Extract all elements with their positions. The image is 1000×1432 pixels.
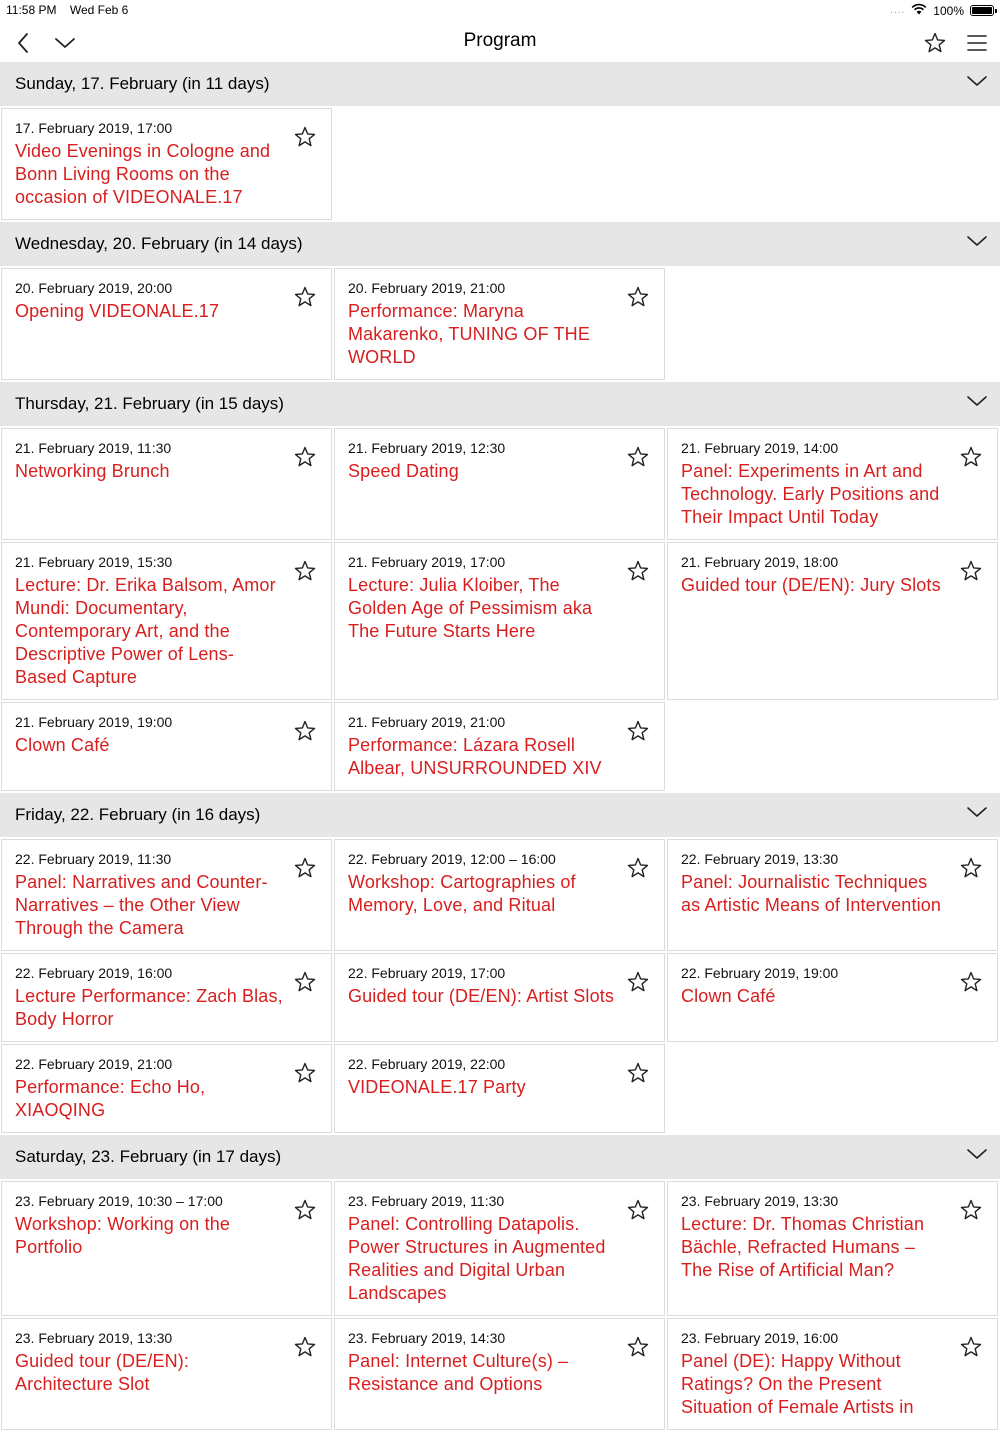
event-card[interactable] <box>1 1318 332 1430</box>
event-card[interactable] <box>334 953 665 1042</box>
event-title-link[interactable]: Speed Dating <box>348 461 459 481</box>
event-title-link[interactable]: Lecture: Dr. Erika Balsom, Amor Mundi: Documentary, Contemporary Art, and the Descriptive Power of Lens-Based Capture <box>15 575 276 687</box>
day-section <box>0 382 1000 793</box>
event-title-link[interactable]: Panel: Narratives and Counter-Narratives – the Other View Through the Camera <box>15 872 268 938</box>
event-title-link[interactable]: Guided tour (DE/EN): Artist Slots <box>348 986 615 1006</box>
event-title-link[interactable]: Panel: Journalistic Techniques as Artistic Means of Intervention <box>681 872 942 915</box>
event-title-link[interactable]: VIDEONALE.17 Party <box>348 1077 526 1097</box>
star-outline-icon[interactable] <box>293 445 317 469</box>
event-card[interactable] <box>1 953 332 1042</box>
event-date: 21. February 2019, 21:00 <box>348 714 506 730</box>
star-outline-icon[interactable] <box>626 285 650 309</box>
event-card[interactable] <box>334 702 665 791</box>
wifi-icon <box>911 3 927 18</box>
event-title-link[interactable]: Panel (DE): Happy Without Ratings? On the Present Situation of Female Artists in <box>681 1351 914 1417</box>
event-card[interactable] <box>1 702 332 791</box>
star-outline-icon[interactable] <box>293 1061 317 1085</box>
star-outline-icon[interactable] <box>293 559 317 583</box>
event-title-link[interactable]: Performance: Lázara Rosell Albear, UNSURROUNDED XIV <box>348 735 602 778</box>
event-date: 21. February 2019, 18:00 <box>681 554 839 570</box>
event-card[interactable] <box>334 1044 665 1133</box>
event-title-link[interactable]: Lecture: Dr. Thomas Christian Bächle, Refracted Humans – The Rise of Artificial Man? <box>681 1214 925 1280</box>
star-outline-icon[interactable] <box>959 1335 983 1359</box>
star-outline-icon[interactable] <box>293 856 317 880</box>
event-title-link[interactable]: Video Evenings in Cologne and Bonn Living Rooms on the occasion of VIDEONALE.17 <box>15 141 271 207</box>
event-date: 23. February 2019, 14:30 <box>348 1330 506 1346</box>
event-date: 23. February 2019, 16:00 <box>681 1330 839 1346</box>
event-date: 20. February 2019, 20:00 <box>15 280 173 296</box>
star-outline-icon[interactable] <box>959 856 983 880</box>
event-date: 21. February 2019, 12:30 <box>348 440 506 456</box>
event-card[interactable] <box>1 1181 332 1316</box>
day-title: Saturday, 23. February (in 17 days) <box>15 1147 282 1166</box>
star-outline-icon[interactable] <box>626 970 650 994</box>
star-outline-icon <box>923 31 947 55</box>
event-date: 21. February 2019, 14:00 <box>681 440 839 456</box>
star-outline-icon[interactable] <box>293 1335 317 1359</box>
day-header[interactable] <box>0 793 1000 837</box>
event-date: 21. February 2019, 19:00 <box>15 714 173 730</box>
event-date: 22. February 2019, 13:30 <box>681 851 839 867</box>
event-card[interactable] <box>334 839 665 951</box>
event-date: 23. February 2019, 10:30 – 17:00 <box>15 1193 223 1209</box>
event-date: 22. February 2019, 16:00 <box>15 965 173 981</box>
event-card[interactable] <box>1 108 332 220</box>
star-outline-icon[interactable] <box>626 559 650 583</box>
status-left <box>6 3 128 17</box>
event-card[interactable] <box>1 268 332 380</box>
star-outline-icon[interactable] <box>626 719 650 743</box>
day-header[interactable] <box>0 62 1000 106</box>
menu-button[interactable] <box>962 28 992 58</box>
day-header[interactable] <box>0 222 1000 266</box>
event-card[interactable] <box>334 1318 665 1430</box>
star-outline-icon[interactable] <box>626 1335 650 1359</box>
chevron-down-icon[interactable] <box>966 74 988 93</box>
event-title-link[interactable]: Performance: Echo Ho, XIAOQING <box>15 1077 206 1120</box>
event-date: 20. February 2019, 21:00 <box>348 280 506 296</box>
event-card[interactable] <box>667 542 998 700</box>
day-section <box>0 1135 1000 1432</box>
event-date: 21. February 2019, 11:30 <box>15 440 172 456</box>
star-outline-icon[interactable] <box>626 1061 650 1085</box>
day-section <box>0 62 1000 222</box>
event-date: 22. February 2019, 19:00 <box>681 965 839 981</box>
battery-icon <box>970 5 994 16</box>
day-section <box>0 793 1000 1135</box>
chevron-down-icon[interactable] <box>966 394 988 413</box>
event-date: 22. February 2019, 11:30 <box>15 851 172 867</box>
event-card[interactable] <box>667 428 998 540</box>
event-title-link[interactable]: Panel: Internet Culture(s) – Resistance and Options <box>348 1351 569 1394</box>
event-title-link[interactable]: Clown Café <box>15 735 110 755</box>
chevron-down-icon[interactable] <box>966 234 988 253</box>
event-grid <box>0 1179 1000 1432</box>
status-time: 11:58 PM <box>6 3 57 17</box>
event-card[interactable] <box>1 1044 332 1133</box>
battery-percent: 100% <box>933 3 964 18</box>
event-grid <box>0 106 1000 222</box>
event-date: 23. February 2019, 13:30 <box>681 1193 839 1209</box>
star-outline-icon[interactable] <box>293 970 317 994</box>
event-title-link[interactable]: Workshop: Working on the Portfolio <box>15 1214 231 1257</box>
day-title: Friday, 22. February (in 16 days) <box>15 805 261 824</box>
program-list[interactable] <box>0 62 1000 1417</box>
event-title-link[interactable]: Workshop: Cartographies of Memory, Love, and Ritual <box>348 872 576 915</box>
event-date: 21. February 2019, 17:00 <box>348 554 506 570</box>
event-grid <box>0 837 1000 1135</box>
star-outline-icon[interactable] <box>293 125 317 149</box>
day-section <box>0 222 1000 382</box>
event-title-link[interactable]: Lecture Performance: Zach Blas, Body Horror <box>15 986 283 1029</box>
star-outline-icon[interactable] <box>626 856 650 880</box>
star-outline-icon[interactable] <box>959 970 983 994</box>
event-card[interactable] <box>334 1181 665 1316</box>
event-title-link[interactable]: Panel: Experiments in Art and Technology. Early Positions and Their Impact Until Today <box>681 461 940 527</box>
star-outline-icon[interactable] <box>959 445 983 469</box>
event-title-link[interactable]: Lecture: Julia Kloiber, The Golden Age of Pessimism aka The Future Starts Here <box>348 575 593 641</box>
event-card[interactable] <box>1 839 332 951</box>
event-date: 23. February 2019, 13:30 <box>15 1330 173 1346</box>
event-card[interactable] <box>334 428 665 540</box>
event-title-link[interactable]: Performance: Maryna Makarenko, TUNING OF THE WORLD <box>348 301 590 367</box>
event-date: 23. February 2019, 11:30 <box>348 1193 505 1209</box>
star-outline-icon[interactable] <box>293 1198 317 1222</box>
event-date: 17. February 2019, 17:00 <box>15 120 173 136</box>
event-card[interactable] <box>667 1318 998 1430</box>
star-outline-icon[interactable] <box>959 1198 983 1222</box>
event-date: 22. February 2019, 17:00 <box>348 965 506 981</box>
status-bar <box>0 0 1000 22</box>
day-title: Wednesday, 20. February (in 14 days) <box>15 234 303 253</box>
event-title-link[interactable]: Clown Café <box>681 986 776 1006</box>
event-date: 22. February 2019, 21:00 <box>15 1056 173 1072</box>
event-card[interactable] <box>334 542 665 700</box>
event-date: 21. February 2019, 15:30 <box>15 554 173 570</box>
signal-indicator: .... <box>890 5 906 16</box>
favorites-button[interactable] <box>920 28 950 58</box>
event-card[interactable] <box>1 428 332 540</box>
event-title-link[interactable]: Panel: Controlling Datapolis. Power Structures in Augmented Realities and Digital Urban Landscapes <box>348 1214 606 1303</box>
event-card[interactable] <box>667 953 998 1042</box>
chevron-down-icon[interactable] <box>966 1147 988 1166</box>
status-date: Wed Feb 6 <box>69 3 129 17</box>
event-title-link[interactable]: Guided tour (DE/EN): Architecture Slot <box>15 1351 190 1394</box>
day-header[interactable] <box>0 1135 1000 1179</box>
event-card[interactable] <box>667 839 998 951</box>
day-header[interactable] <box>0 382 1000 426</box>
event-card[interactable] <box>334 268 665 380</box>
star-outline-icon[interactable] <box>293 719 317 743</box>
event-title-link[interactable]: Guided tour (DE/EN): Jury Slots <box>681 575 941 595</box>
page-title: Program <box>463 30 537 51</box>
chevron-down-icon[interactable] <box>966 805 988 824</box>
event-date: 22. February 2019, 22:00 <box>348 1056 506 1072</box>
navigation-bar <box>0 22 1000 62</box>
day-title: Thursday, 21. February (in 15 days) <box>15 394 284 413</box>
star-outline-icon[interactable] <box>626 1198 650 1222</box>
star-outline-icon[interactable] <box>293 285 317 309</box>
hamburger-menu-icon <box>966 33 988 53</box>
day-title: Sunday, 17. February (in 11 days) <box>15 74 270 93</box>
event-card[interactable] <box>1 542 332 700</box>
event-title-link[interactable]: Opening VIDEONALE.17 <box>15 301 220 321</box>
event-title-link[interactable]: Networking Brunch <box>15 461 170 481</box>
event-date: 22. February 2019, 12:00 – 16:00 <box>348 851 556 867</box>
status-right <box>890 3 994 18</box>
event-grid <box>0 266 1000 382</box>
star-outline-icon[interactable] <box>959 559 983 583</box>
event-card[interactable] <box>667 1181 998 1316</box>
star-outline-icon[interactable] <box>626 445 650 469</box>
event-grid <box>0 426 1000 793</box>
